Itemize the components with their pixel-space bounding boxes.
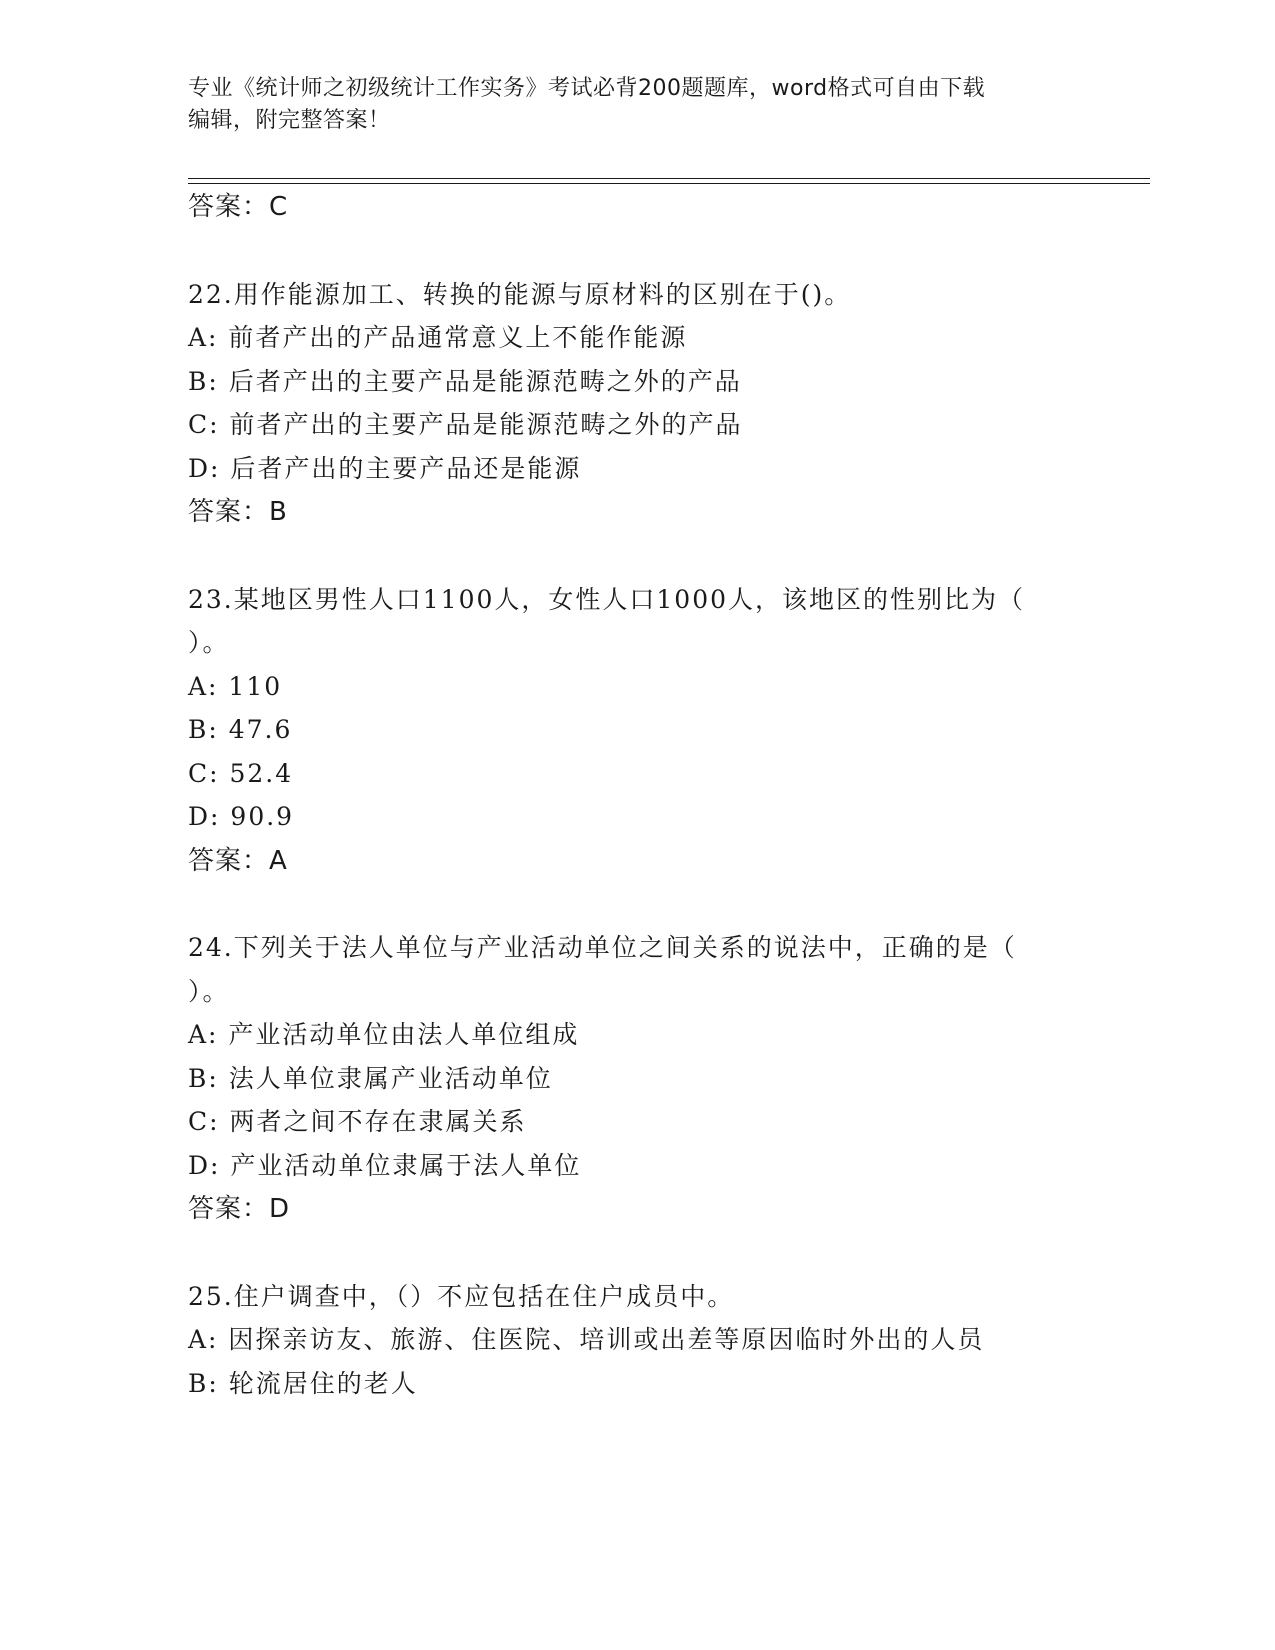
question-22-option-c: C: 前者产出的主要产品是能源范畴之外的产品 (188, 410, 743, 439)
answer-24 (188, 1193, 290, 1225)
question-24-option-b: B: 法人单位隶属产业活动单位 (188, 1064, 553, 1093)
header-divider-top (188, 178, 1150, 179)
question-22-option-d: D: 后者产出的主要产品还是能源 (188, 454, 582, 483)
answer-21 (188, 191, 288, 223)
answer-23 (188, 845, 288, 877)
answer-value: B (269, 497, 288, 527)
answer-label: 答案： (188, 1194, 270, 1224)
answer-value: C (269, 192, 289, 222)
answer-value: A (269, 846, 288, 876)
question-25-option-a: A: 因探亲访友、旅游、住医院、培训或出差等原因临时外出的人员 (188, 1325, 985, 1354)
document-header (188, 73, 1088, 137)
question-23-option-b: B: 47.6 (188, 715, 293, 744)
question-23-option-d: D: 90.9 (188, 802, 295, 831)
answer-value: D (269, 1194, 291, 1224)
question-25-option-b: B: 轮流居住的老人 (188, 1369, 418, 1398)
question-22-option-b: B: 后者产出的主要产品是能源范畴之外的产品 (188, 367, 742, 396)
answer-22 (188, 496, 288, 528)
question-24-stem-line-2: ）。 (188, 977, 230, 1006)
question-23-stem-line-1: 23.某地区男性人口1100人，女性人口1000人，该地区的性别比为（ (188, 585, 1026, 614)
header-line-1: 专业《统计师之初级统计工作实务》考试必背200题题库，word格式可自由下载 (188, 76, 986, 101)
question-22-option-a: A: 前者产出的产品通常意义上不能作能源 (188, 323, 688, 352)
question-22-stem: 22.用作能源加工、转换的能源与原材料的区别在于()。 (188, 280, 852, 309)
answer-label: 答案： (188, 497, 270, 527)
header-line-2: 编辑，附完整答案！ (188, 108, 391, 133)
answer-label: 答案： (188, 846, 270, 876)
question-23-option-c: C: 52.4 (188, 759, 294, 788)
question-23-stem-line-2: ）。 (188, 628, 230, 657)
header-divider-bottom (188, 183, 1150, 184)
question-24-option-a: A: 产业活动单位由法人单位组成 (188, 1020, 580, 1049)
question-24-option-d: D: 产业活动单位隶属于法人单位 (188, 1151, 582, 1180)
answer-label: 答案： (188, 192, 270, 222)
question-24-option-c: C: 两者之间不存在隶属关系 (188, 1107, 527, 1136)
question-23-option-a: A: 110 (188, 672, 283, 701)
question-24-stem-line-1: 24.下列关于法人单位与产业活动单位之间关系的说法中，正确的是（ (188, 933, 1017, 962)
question-25-stem: 25.住户调查中，（）不应包括在住户成员中。 (188, 1282, 735, 1311)
